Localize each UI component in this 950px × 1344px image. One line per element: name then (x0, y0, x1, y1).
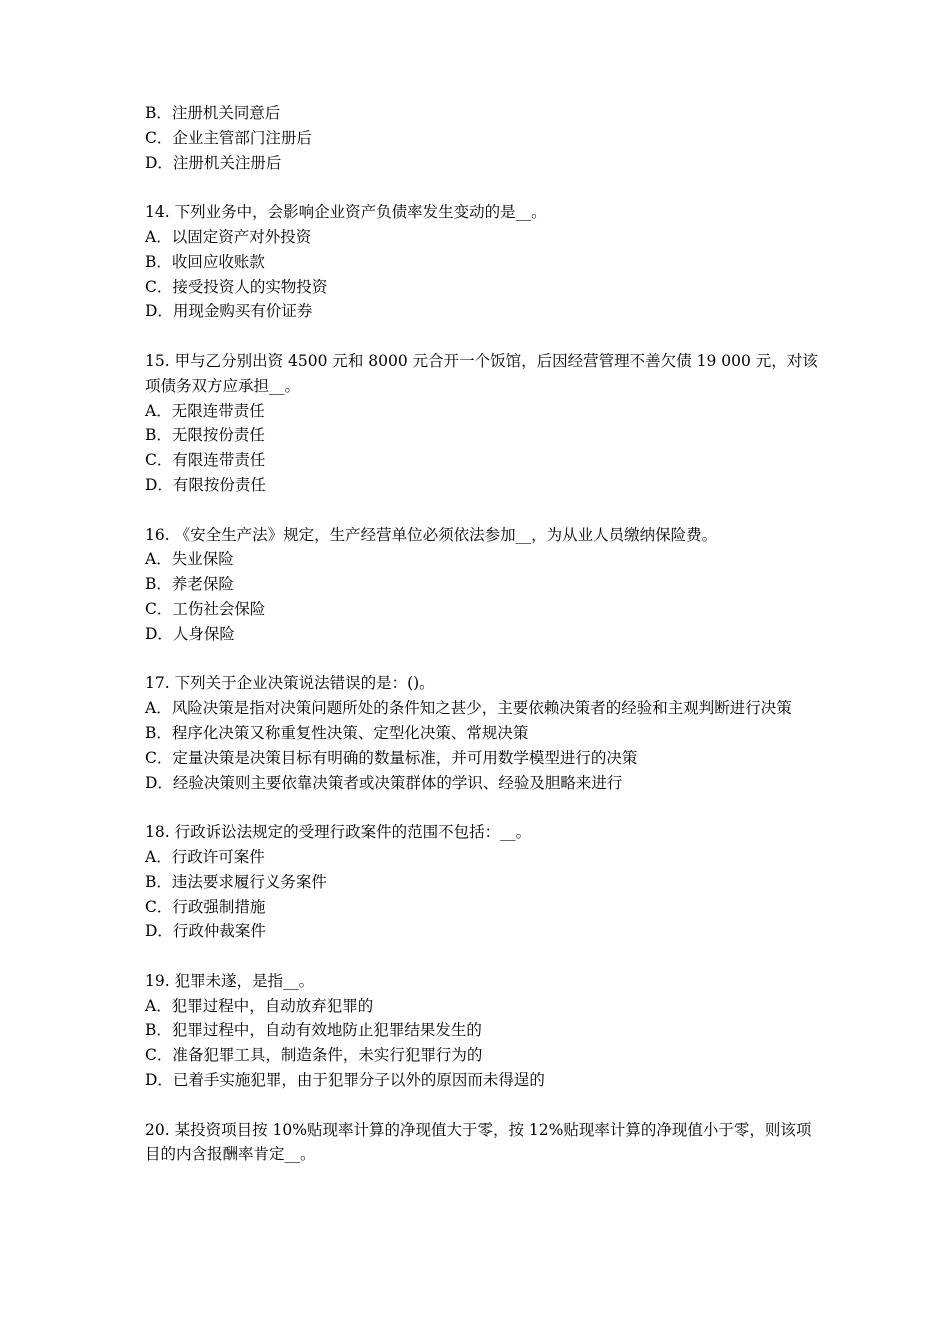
option-c: C．行政强制措施 (145, 897, 266, 916)
option-b: B．养老保险 (145, 575, 234, 594)
question-15 (145, 349, 825, 498)
question-stem: 18. 行政诉讼法规定的受理行政案件的范围不包括：__。 (145, 823, 532, 842)
option-c: C．接受投资人的实物投资 (145, 277, 328, 296)
question-stem: 16. 《安全生产法》规定，生产经营单位必须依法参加__，为从业人员缴纳保险费。 (145, 525, 718, 544)
option-b: B．收回应收账款 (145, 252, 265, 271)
option-d: D．人身保险 (145, 624, 235, 643)
option-d: D．已着手实施犯罪，由于犯罪分子以外的原因而未得逞的 (145, 1071, 545, 1090)
question-17 (145, 671, 825, 795)
option-b: B．无限按份责任 (145, 426, 265, 445)
option-a: A．风险决策是指对决策问题所处的条件知之甚少，主要依赖决策者的经验和主观判断进行决策 (145, 699, 792, 718)
option-b: B．犯罪过程中，自动有效地防止犯罪结果发生的 (145, 1021, 482, 1040)
option-d: D．用现金购买有价证券 (145, 302, 313, 321)
option-a: A．无限连带责任 (145, 401, 265, 420)
option-d: D．注册机关注册后 (145, 153, 282, 172)
option-a: A．行政许可案件 (145, 847, 265, 866)
question-stem: 14. 下列业务中，会影响企业资产负债率发生变动的是__。 (145, 203, 547, 222)
option-a: A．犯罪过程中，自动放弃犯罪的 (145, 996, 374, 1015)
option-b: B．注册机关同意后 (145, 104, 281, 122)
option-c: C．有限连带责任 (145, 451, 266, 470)
option-a: A．以固定资产对外投资 (145, 227, 312, 246)
question-13-options (145, 101, 825, 175)
option-d: D．行政仲裁案件 (145, 922, 266, 941)
option-c: C．定量决策是决策目标有明确的数量标准，并可用数学模型进行的决策 (145, 748, 638, 767)
question-20 (145, 1118, 825, 1168)
option-d: D．有限按份责任 (145, 475, 266, 494)
option-b: B．程序化决策又称重复性决策、定型化决策、常规决策 (145, 723, 529, 742)
question-stem: 20. 某投资项目按 10%贴现率计算的净现值大于零，按 12%贴现率计算的净现值小于零，则该项目的内含报酬率肯定__。 (145, 1120, 812, 1164)
question-stem: 15. 甲与乙分别出资 4500 元和 8000 元合开一个饭馆，后因经营管理不善欠债 19 000 元，对该项债务双方应承担__。 (145, 351, 818, 395)
question-14 (145, 200, 825, 324)
option-c: C．工伤社会保险 (145, 599, 266, 618)
document-content (145, 101, 825, 1167)
option-c: C．企业主管部门注册后 (145, 128, 312, 147)
option-b: B．违法要求履行义务案件 (145, 872, 327, 891)
question-19 (145, 969, 825, 1093)
question-16 (145, 523, 825, 647)
question-stem: 19. 犯罪未遂，是指__。 (145, 971, 315, 990)
option-a: A．失业保险 (145, 550, 234, 569)
question-18 (145, 820, 825, 944)
question-stem: 17. 下列关于企业决策说法错误的是：()。 (145, 674, 435, 693)
option-c: C．准备犯罪工具，制造条件，未实行犯罪行为的 (145, 1046, 483, 1065)
option-d: D．经验决策则主要依靠决策者或决策群体的学识、经验及胆略来进行 (145, 773, 623, 792)
